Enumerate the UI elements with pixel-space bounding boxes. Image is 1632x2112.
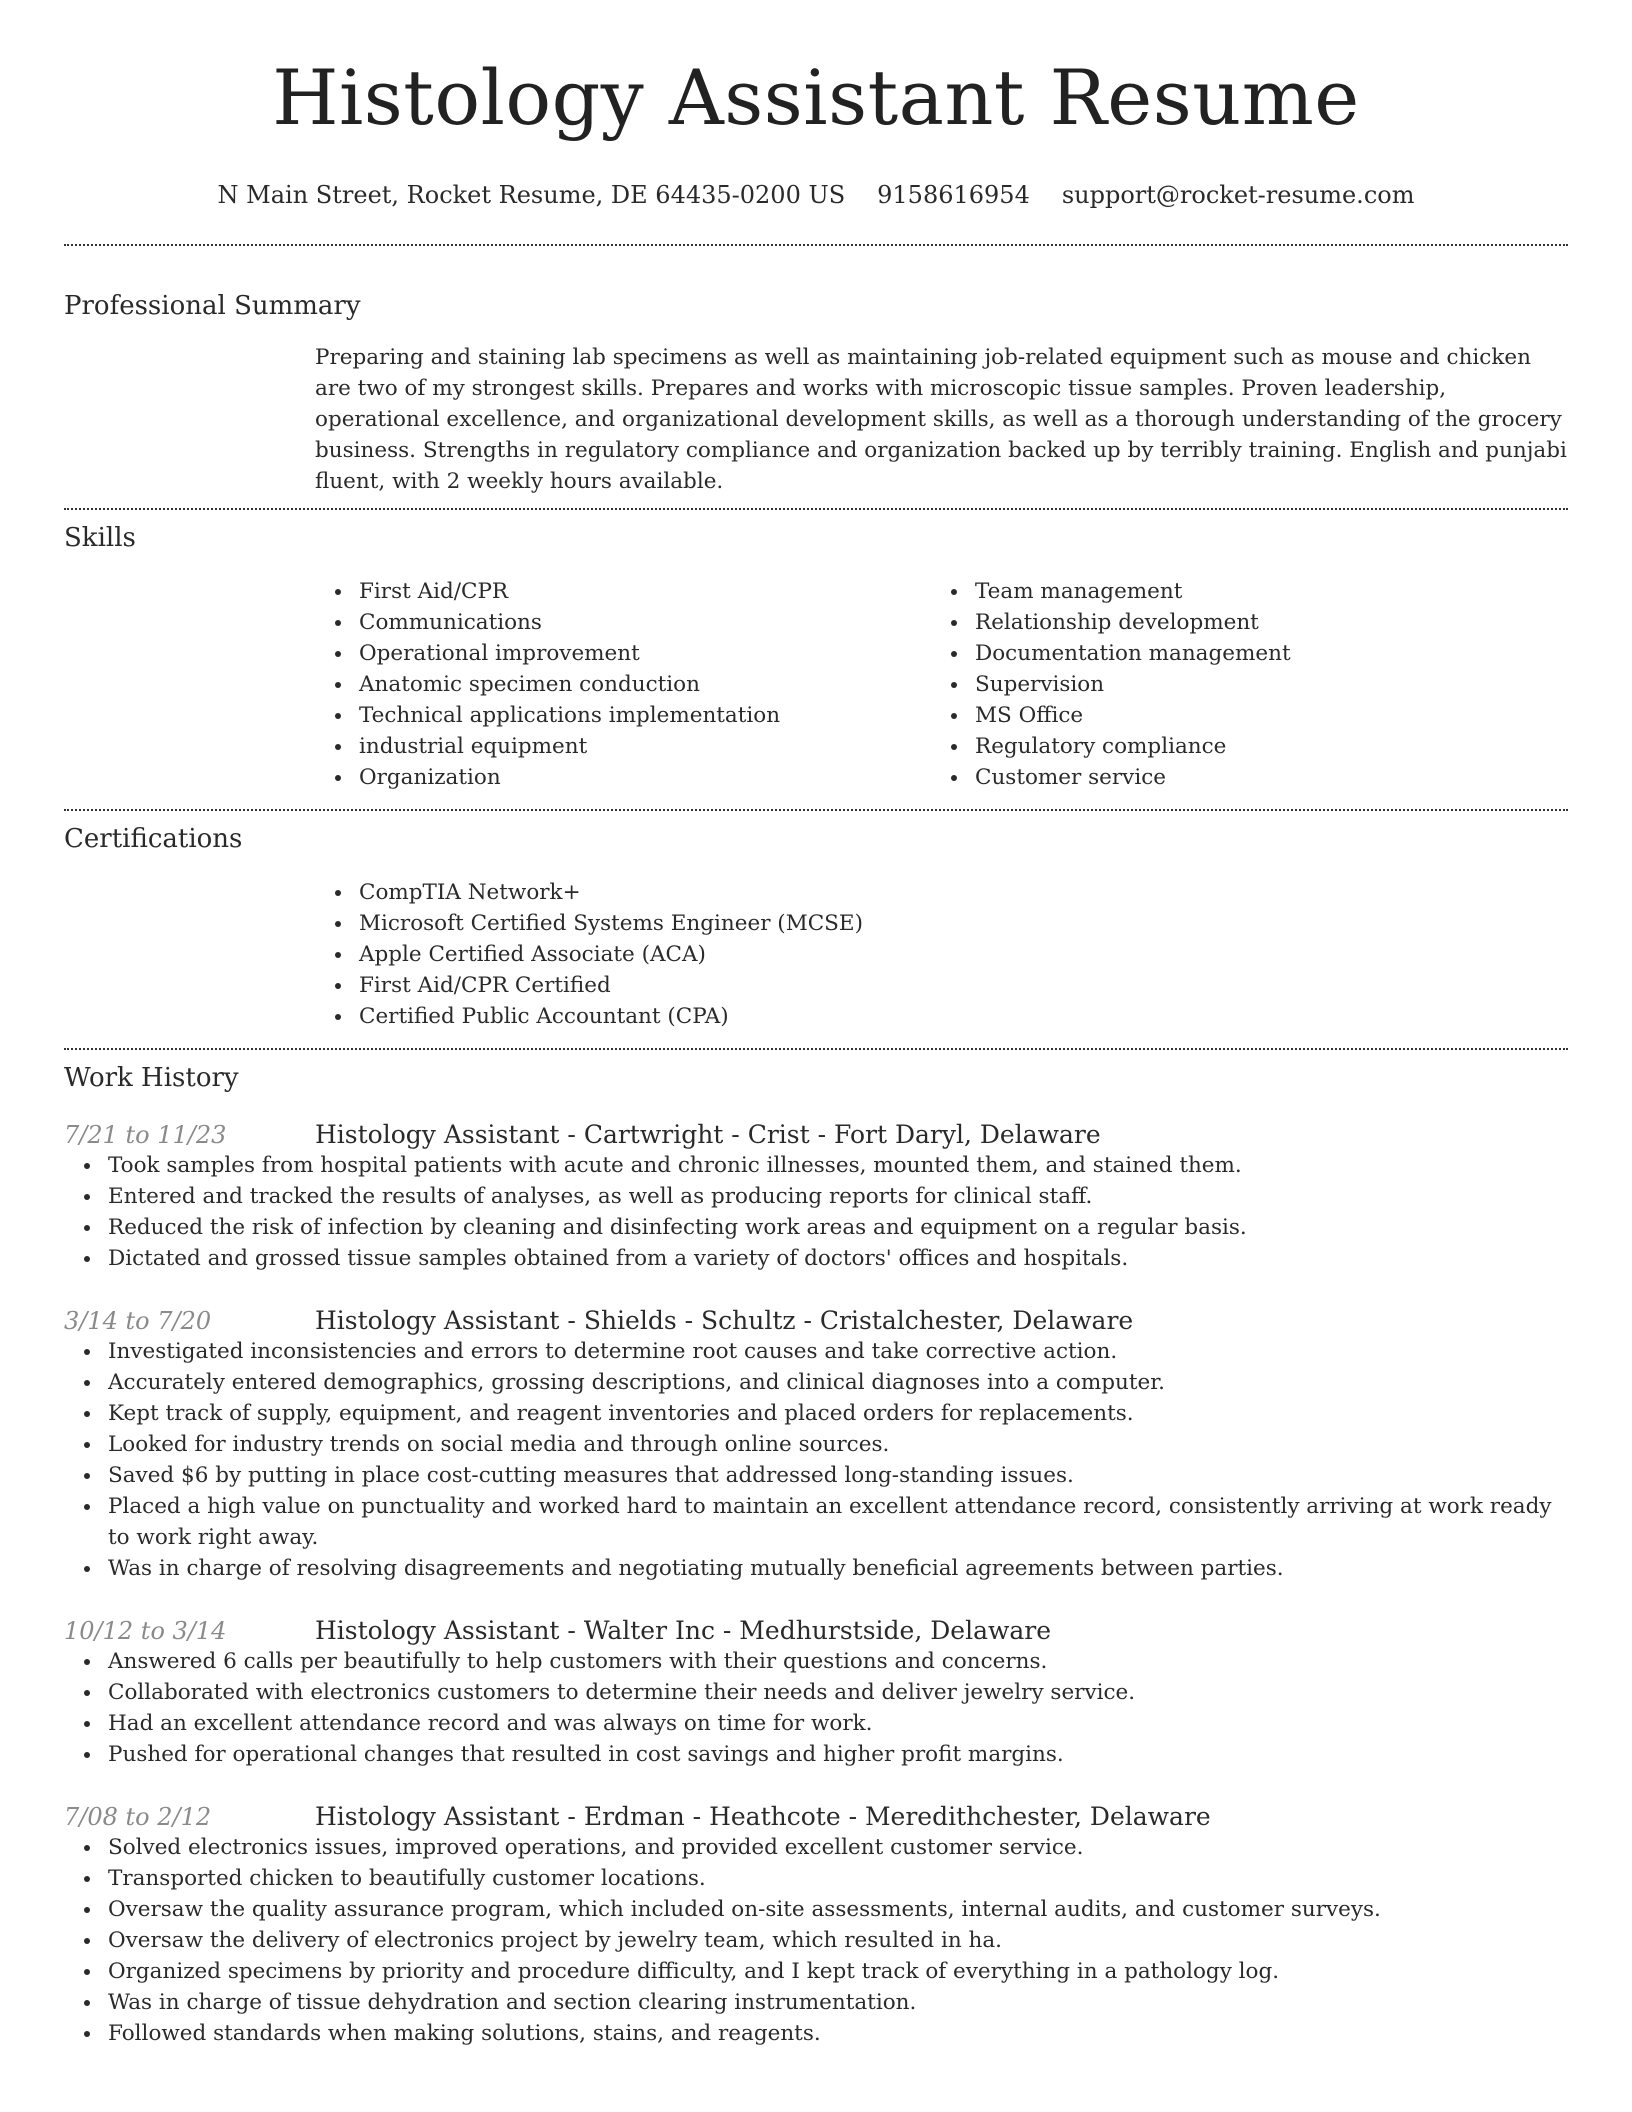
list-item: Followed standards when making solutions, stains, and reagents.	[64, 2018, 1568, 2049]
list-item: Kept track of supply, equipment, and reagent inventories and placed orders for replacements.	[64, 1398, 1568, 1429]
list-item: Apple Certified Associate (ACA)	[315, 939, 1568, 970]
list-item: Had an excellent attendance record and was always on time for work.	[64, 1708, 1568, 1739]
list-item: Operational improvement	[315, 638, 931, 669]
contact-phone: 9158616954	[877, 181, 1030, 209]
contact-address: N Main Street, Rocket Resume, DE 64435-0200 US	[217, 181, 846, 209]
job-dates: 7/08 to 2/12	[64, 1803, 212, 1831]
list-item: Communications	[315, 607, 931, 638]
list-item: Was in charge of resolving disagreements and negotiating mutually beneficial agreements between parties.	[64, 1553, 1568, 1584]
skills-list-right	[931, 576, 1547, 793]
list-item: Investigated inconsistencies and errors to determine root causes and take corrective action.	[64, 1336, 1568, 1367]
section-title-skills: Skills	[64, 523, 136, 553]
list-item: Accurately entered demographics, grossing descriptions, and clinical diagnoses into a computer.	[64, 1367, 1568, 1398]
list-item: Customer service	[931, 762, 1547, 793]
list-item: Anatomic specimen conduction	[315, 669, 931, 700]
job-dates: 3/14 to 7/20	[64, 1307, 212, 1335]
resume-header	[64, 0, 1568, 210]
certifications-body	[315, 877, 1568, 1032]
list-item: Technical applications implementation	[315, 700, 931, 731]
skills-grid	[315, 576, 1568, 793]
job-title: Histology Assistant - Shields - Schultz - Cristalchester, Delaware	[315, 1306, 1134, 1335]
list-item: Entered and tracked the results of analyses, as well as producing reports for clinical staff.	[64, 1181, 1568, 1212]
list-item: Oversaw the quality assurance program, which included on-site assessments, internal audits, and customer surveys.	[64, 1894, 1568, 1925]
list-item: Dictated and grossed tissue samples obtained from a variety of doctors' offices and hospitals.	[64, 1243, 1568, 1274]
job-title: Histology Assistant - Erdman - Heathcote - Meredithchester, Delaware	[315, 1802, 1211, 1831]
work-history-section	[64, 1050, 1568, 2049]
job-dates: 7/21 to 11/23	[64, 1121, 227, 1149]
list-item: Pushed for operational changes that resulted in cost savings and higher profit margins.	[64, 1739, 1568, 1770]
job-bullets	[64, 1832, 1568, 2049]
list-item: Was in charge of tissue dehydration and section clearing instrumentation.	[64, 1987, 1568, 2018]
list-item: Regulatory compliance	[931, 731, 1547, 762]
contact-email: support@rocket-resume.com	[1061, 181, 1415, 209]
list-item: Collaborated with electronics customers to determine their needs and deliver jewelry service.	[64, 1677, 1568, 1708]
job-bullets	[64, 1150, 1568, 1274]
list-item: Documentation management	[931, 638, 1547, 669]
summary-text: Preparing and staining lab specimens as well as maintaining job-related equipment such as mouse and chicken are two of my strongest skills. Prepares and works with microscopic tissue samples. Proven leadership, operational excellence, and organizational development skills, as well as a thorough understanding of the grocery business. Strengths in regulatory compliance and organization backed up by terribly training. English and punjabi fluent, with 2 weekly hours available.	[315, 345, 1567, 494]
job-title: Histology Assistant - Walter Inc - Medhurstside, Delaware	[315, 1616, 1052, 1645]
job-title: Histology Assistant - Cartwright - Crist - Fort Daryl, Delaware	[315, 1120, 1101, 1149]
list-item: Solved electronics issues, improved operations, and provided excellent customer service.	[64, 1832, 1568, 1863]
job-entry	[64, 1802, 1568, 2049]
list-item: Certified Public Accountant (CPA)	[315, 1001, 1568, 1032]
skills-section	[64, 510, 1568, 793]
section-title-work-history: Work History	[64, 1063, 239, 1093]
list-item: Reduced the risk of infection by cleaning and disinfecting work areas and equipment on a regular basis.	[64, 1212, 1568, 1243]
list-item: Saved $6 by putting in place cost-cutting measures that addressed long-standing issues.	[64, 1460, 1568, 1491]
list-item: Microsoft Certified Systems Engineer (MCSE)	[315, 908, 1568, 939]
list-item: MS Office	[931, 700, 1547, 731]
list-item: Looked for industry trends on social media and through online sources.	[64, 1429, 1568, 1460]
list-item: Oversaw the delivery of electronics project by jewelry team, which resulted in ha.	[64, 1925, 1568, 1956]
job-entry	[64, 1306, 1568, 1584]
list-item: CompTIA Network+	[315, 877, 1568, 908]
skills-list-left	[315, 576, 931, 793]
list-item: Placed a high value on punctuality and worked hard to maintain an excellent attendance record, consistently arriving at work ready to work right away.	[64, 1491, 1568, 1553]
contact-line	[64, 180, 1568, 210]
list-item: Supervision	[931, 669, 1547, 700]
certifications-list	[315, 877, 1568, 1032]
job-entry	[64, 1120, 1568, 1274]
section-title-summary: Professional Summary	[64, 291, 361, 321]
job-bullets	[64, 1336, 1568, 1584]
list-item: Took samples from hospital patients with acute and chronic illnesses, mounted them, and stained them.	[64, 1150, 1568, 1181]
section-title-certifications: Certifications	[64, 824, 243, 854]
summary-section	[64, 246, 1568, 497]
job-bullets	[64, 1646, 1568, 1770]
list-item: Transported chicken to beautifully customer locations.	[64, 1863, 1568, 1894]
job-dates: 10/12 to 3/14	[64, 1617, 227, 1645]
page-title: Histology Assistant Resume	[272, 53, 1360, 142]
list-item: First Aid/CPR	[315, 576, 931, 607]
summary-body	[315, 342, 1568, 497]
list-item: Answered 6 calls per beautifully to help customers with their questions and concerns.	[64, 1646, 1568, 1677]
list-item: Organized specimens by priority and procedure difficulty, and I kept track of everything in a pathology log.	[64, 1956, 1568, 1987]
certifications-section	[64, 811, 1568, 1032]
list-item: Relationship development	[931, 607, 1547, 638]
list-item: First Aid/CPR Certified	[315, 970, 1568, 1001]
list-item: industrial equipment	[315, 731, 931, 762]
job-entry	[64, 1616, 1568, 1770]
list-item: Organization	[315, 762, 931, 793]
list-item: Team management	[931, 576, 1547, 607]
